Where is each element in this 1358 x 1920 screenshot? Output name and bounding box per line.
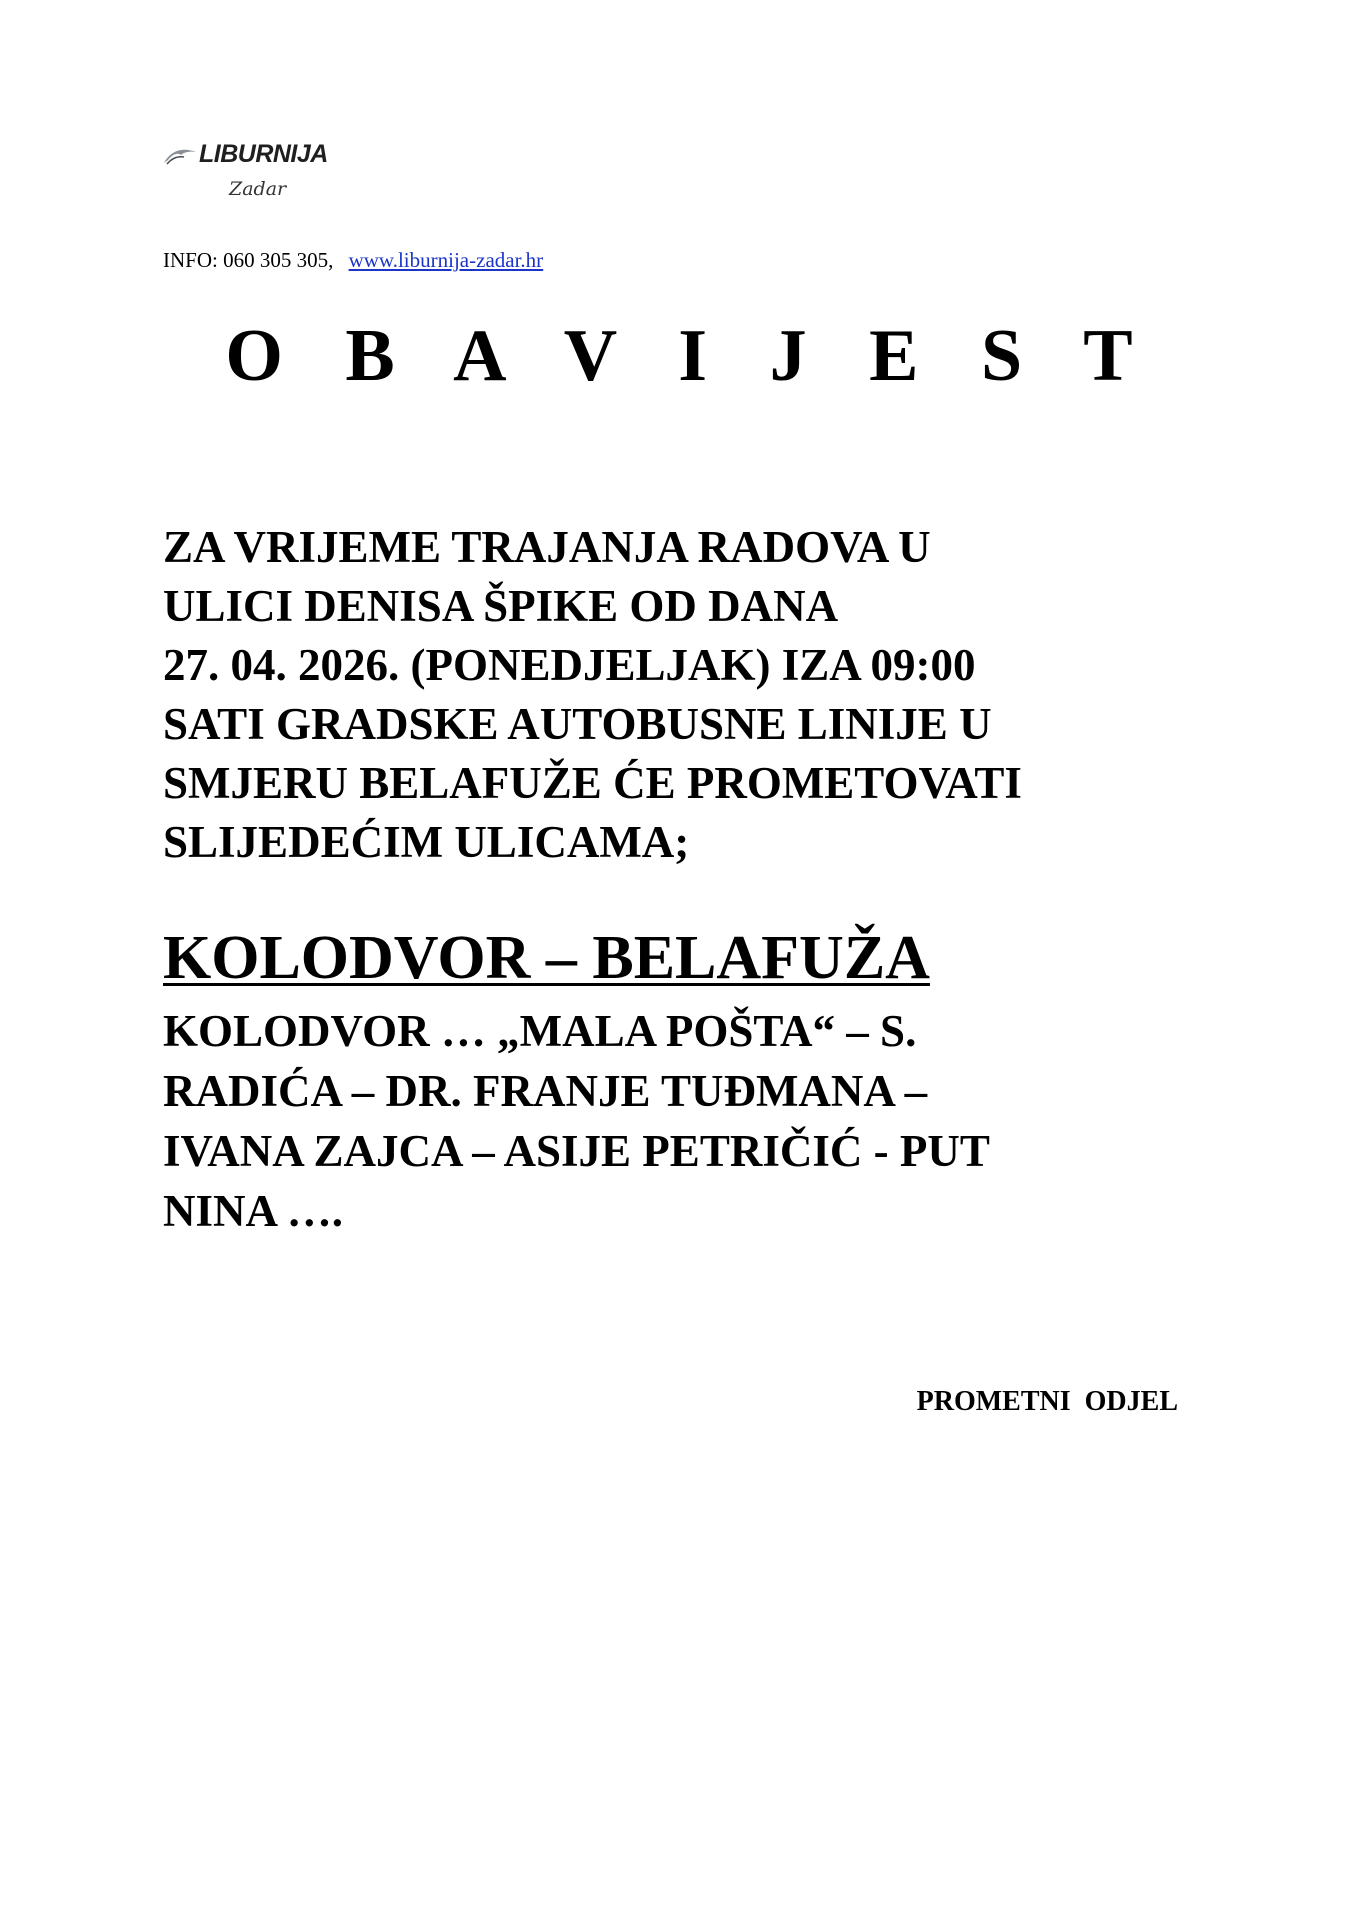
logo-city: Zadar xyxy=(229,178,287,200)
logo-name: LIBURNIJA xyxy=(199,140,328,168)
dolphin-icon xyxy=(163,146,197,166)
route-line: RADIĆA – DR. FRANJE TUĐMANA – xyxy=(163,1066,928,1116)
route-line: KOLODVOR … „MALA POŠTA“ – S. xyxy=(163,1006,917,1056)
notice-text xyxy=(163,518,1022,872)
notice-line: SATI GRADSKE AUTOBUSNE LINIJE U xyxy=(163,699,992,749)
notice-line: ZA VRIJEME TRAJANJA RADOVA U xyxy=(163,522,931,572)
info-line xyxy=(163,248,543,273)
notice-line: SLIJEDEĆIM ULICAMA; xyxy=(163,817,690,867)
notice-line: SMJERU BELAFUŽE ĆE PROMETOVATI xyxy=(163,758,1022,808)
route-line: IVANA ZAJCA – ASIJE PETRIČIĆ - PUT xyxy=(163,1126,990,1176)
signature: PROMETNI ODJEL xyxy=(916,1386,1178,1417)
info-phone: INFO: 060 305 305, xyxy=(163,248,334,272)
notice-line: ULICI DENISA ŠPIKE OD DANA xyxy=(163,581,839,631)
company-logo xyxy=(163,140,333,210)
notice-line: 27. 04. 2026. (PONEDJELJAK) IZA 09:00 xyxy=(163,640,976,690)
page-title: O B A V I J E S T xyxy=(225,315,1155,397)
website-link[interactable]: www.liburnija-zadar.hr xyxy=(348,248,544,272)
route-path xyxy=(163,1001,990,1241)
route-line: NINA …. xyxy=(163,1186,344,1236)
route-title: KOLODVOR – BELAFUŽA xyxy=(163,924,930,992)
